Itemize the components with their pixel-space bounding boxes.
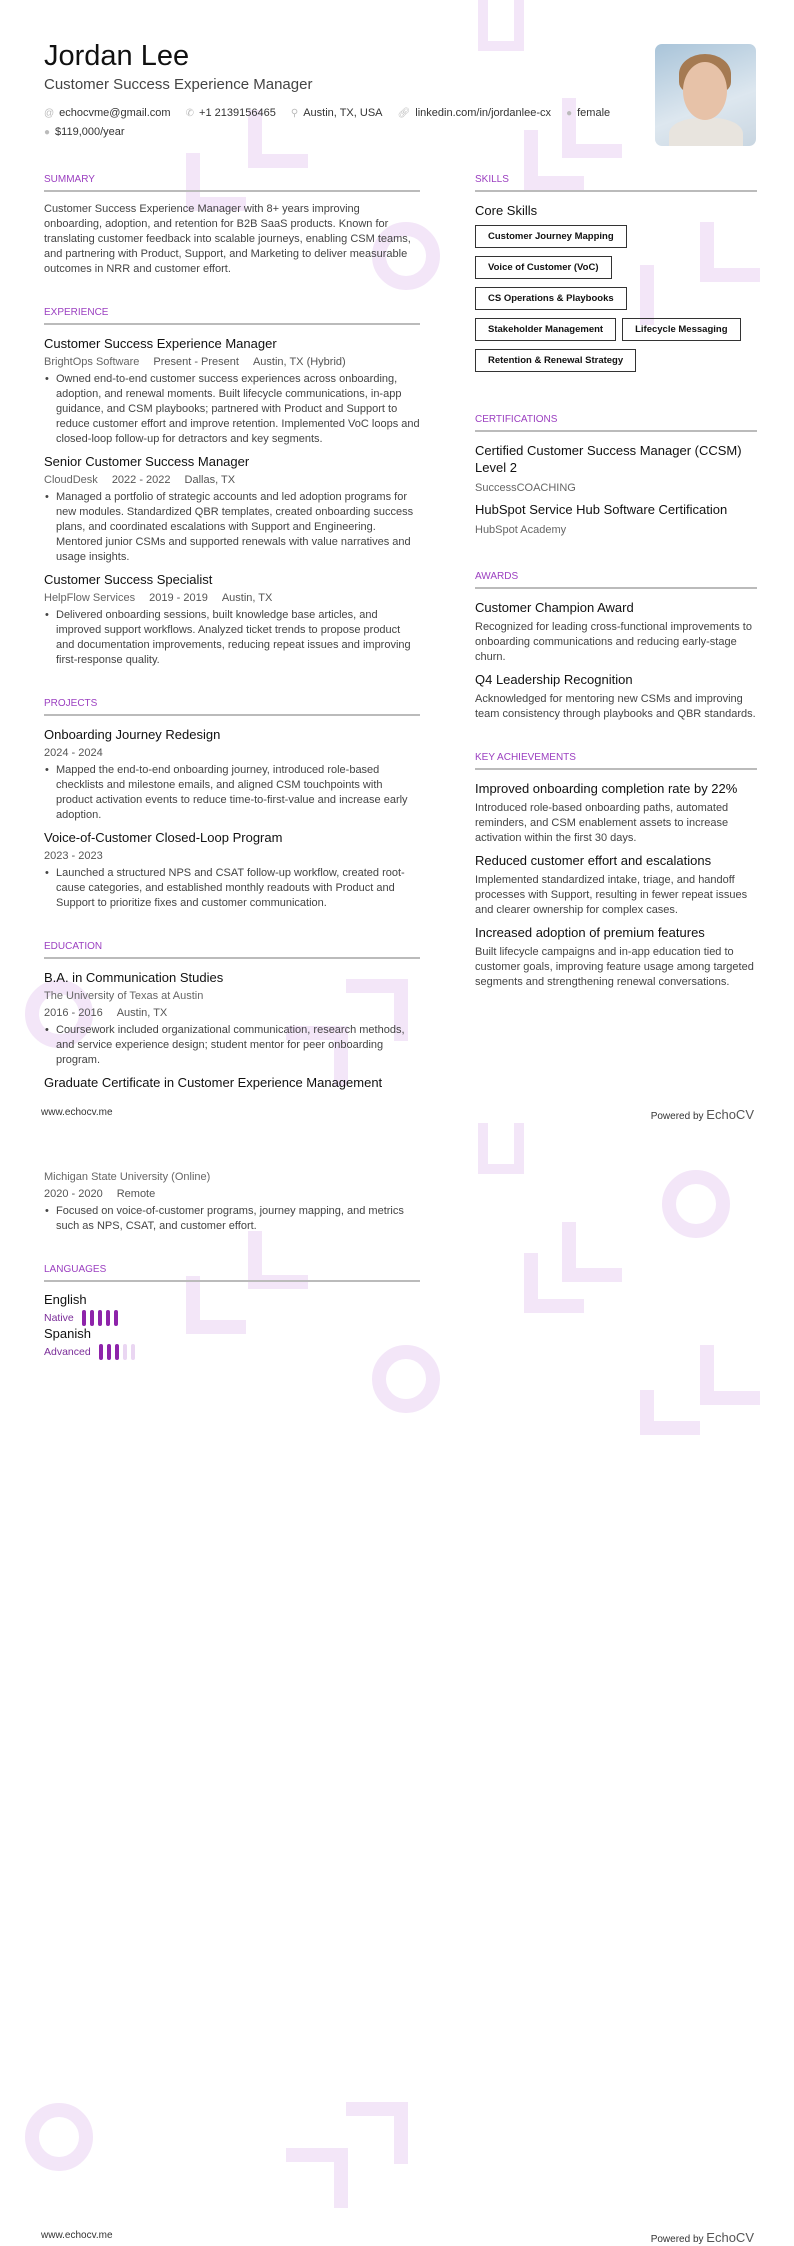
achievement-name: Improved onboarding completion rate by 22%	[475, 781, 738, 796]
footer-site-link[interactable]: www.echocv.me	[41, 2230, 113, 2241]
achievements-section	[475, 752, 757, 990]
company: HelpFlow Services	[44, 592, 136, 604]
experience-item	[44, 571, 420, 668]
skill-tag: Voice of Customer (VoC)	[475, 256, 612, 279]
right-column	[475, 174, 757, 990]
proficiency-bars	[99, 1344, 135, 1360]
school: The University of Texas at Austin	[44, 990, 204, 1002]
dates: 2019 - 2019	[149, 592, 208, 604]
brand-logo-text: EchoCV	[706, 1107, 754, 1122]
education-item	[44, 969, 420, 1068]
proficiency-bar-empty	[131, 1344, 135, 1360]
dates: 2023 - 2023	[44, 850, 103, 862]
project-item	[44, 829, 420, 911]
bullet: • Focused on voice-of-customer programs, journey mapping, and metrics such as NPS, CSAT, and customer effort.	[44, 1204, 420, 1234]
language-name: English	[44, 1292, 87, 1307]
projects-section	[44, 698, 420, 911]
cert-issuer: HubSpot Academy	[475, 524, 567, 536]
section-heading: AWARDS	[475, 571, 757, 589]
section-heading: CERTIFICATIONS	[475, 414, 757, 432]
location: Austin, TX (Hybrid)	[252, 356, 346, 368]
location: Dallas, TX	[184, 474, 236, 486]
left-column-continued	[44, 1167, 420, 1360]
degree: Graduate Certificate in Customer Experience Management	[44, 1075, 383, 1090]
experience-item	[44, 453, 420, 565]
resume-page-2	[0, 1123, 794, 2246]
skill-tag: CS Operations & Playbooks	[475, 287, 627, 310]
job-title: Customer Success Specialist	[44, 572, 213, 587]
bullet: • Managed a portfolio of strategic accounts and led adoption programs for new modules. Standardized QBR templates, created onboarding success plans, and coordinated escalations with Support and Engineering. Mentored junior CSMs and supported renewals with value narratives and usage insights.	[44, 490, 420, 565]
money-icon: ●	[44, 127, 51, 138]
link-icon: 🔗︎	[397, 108, 411, 119]
linkedin-text: linkedin.com/in/jordanlee-cx	[415, 107, 551, 119]
project-title: Voice-of-Customer Closed-Loop Program	[44, 830, 283, 845]
location: Remote	[116, 1188, 156, 1200]
footer-site-link[interactable]: www.echocv.me	[41, 1107, 113, 1118]
gender-text: female	[577, 107, 611, 119]
section-heading: EDUCATION	[44, 941, 420, 959]
at-icon: @	[44, 108, 55, 119]
contact-email[interactable]	[44, 107, 171, 119]
powered-text: Powered by	[650, 1111, 704, 1122]
salary-text: $119,000/year	[55, 126, 125, 138]
dates: Present - Present	[153, 356, 239, 368]
achievement-name: Increased adoption of premium features	[475, 925, 705, 940]
location: Austin, TX	[116, 1007, 168, 1019]
location-text: Austin, TX, USA	[303, 107, 383, 119]
language-item	[44, 1326, 234, 1360]
education-section	[44, 941, 420, 1091]
skill-tag: Retention & Renewal Strategy	[475, 349, 636, 372]
award-desc: Acknowledged for mentoring new CSMs and improving team consistency through playbooks and QBR standards.	[475, 693, 756, 720]
profile-photo	[655, 44, 756, 146]
degree: B.A. in Communication Studies	[44, 970, 224, 985]
dates: 2016 - 2016	[44, 1007, 103, 1019]
location: Austin, TX	[221, 592, 273, 604]
proficiency-bar-empty	[123, 1344, 127, 1360]
proficiency-bar-filled	[115, 1344, 119, 1360]
dates: 2020 - 2020	[44, 1188, 103, 1200]
phone-icon: ✆	[185, 108, 195, 119]
cert-issuer: SuccessCOACHING	[475, 482, 576, 494]
proficiency-bar-filled	[106, 1310, 110, 1326]
section-heading: PROJECTS	[44, 698, 420, 716]
job-title: Customer Success Experience Manager	[44, 336, 277, 351]
contact-linkedin[interactable]	[398, 107, 551, 119]
award-name: Customer Champion Award	[475, 600, 634, 615]
candidate-name: Jordan Lee	[44, 40, 190, 72]
certifications-section	[475, 414, 757, 537]
summary-text: Customer Success Experience Manager with 8+ years improving onboarding, adoption, and retention for B2B SaaS products. Known for translating customer feedback into scalable journeys, enabling CSM teams, and partnering with Product, Support, and Marketing to deliver measurable outcomes in NRR and customer effort.	[44, 203, 411, 275]
proficiency-bar-filled	[114, 1310, 118, 1326]
bullet: • Launched a structured NPS and CSAT follow-up workflow, created root-cause categories, and established monthly readouts with Product and Support to prioritize fixes and customer communication.	[44, 866, 420, 911]
bullet: • Mapped the end-to-end onboarding journey, introduced role-based checklists and milestone emails, and aligned CSM touchpoints with product activation events to reduce time-to-first-value and increase early adoption.	[44, 763, 420, 823]
contact-salary	[44, 126, 125, 138]
cert-name: HubSpot Service Hub Software Certification	[475, 502, 728, 517]
job-title: Senior Customer Success Manager	[44, 454, 250, 469]
experience-item	[44, 335, 420, 447]
skills-section	[475, 174, 757, 380]
contact-phone[interactable]	[186, 107, 276, 119]
achievement-desc: Built lifecycle campaigns and in-app education tied to customer goals, improving feature usage among targeted segments and strengthening renewal conversations.	[475, 946, 754, 988]
achievement-name: Reduced customer effort and escalations	[475, 853, 712, 868]
experience-section	[44, 307, 420, 668]
bullet: • Coursework included organizational communication, research methods, and service experience design; student mentor for peer onboarding program.	[44, 1023, 420, 1068]
dates: 2022 - 2022	[111, 474, 171, 486]
achievement-desc: Introduced role-based onboarding paths, automated reminders, and CSM enablement assets to increase activation within the first 30 days.	[475, 802, 729, 844]
company: CloudDesk	[44, 474, 98, 486]
language-name: Spanish	[44, 1326, 91, 1341]
proficiency-bar-filled	[82, 1310, 86, 1326]
languages-section	[44, 1264, 420, 1360]
footer-powered[interactable]	[651, 1107, 754, 1122]
proficiency-bar-filled	[107, 1344, 111, 1360]
project-title: Onboarding Journey Redesign	[44, 727, 221, 742]
left-column	[44, 174, 420, 1091]
proficiency-bar-filled	[98, 1310, 102, 1326]
awards-section	[475, 571, 757, 722]
section-heading: KEY ACHIEVEMENTS	[475, 752, 757, 770]
company: BrightOps Software	[44, 356, 140, 368]
summary-section	[44, 174, 420, 277]
award-desc: Recognized for leading cross-functional improvements to onboarding communications and reducing early-stage churn.	[475, 621, 752, 663]
contact-gender	[566, 107, 610, 119]
project-item	[44, 726, 420, 823]
award-name: Q4 Leadership Recognition	[475, 672, 633, 687]
section-heading: LANGUAGES	[44, 1264, 420, 1282]
dates: 2024 - 2024	[44, 747, 103, 759]
skill-tag: Stakeholder Management	[475, 318, 616, 341]
skill-group-title: Core Skills	[475, 203, 538, 218]
section-heading: SKILLS	[475, 174, 757, 192]
footer-powered[interactable]	[651, 2230, 754, 2245]
skill-tag: Lifecycle Messaging	[622, 318, 740, 341]
brand-logo-text: EchoCV	[706, 2230, 754, 2245]
location-icon: ⚲	[290, 108, 299, 119]
contact-list	[44, 104, 644, 142]
language-level: Native	[44, 1312, 74, 1324]
section-heading: SUMMARY	[44, 174, 420, 192]
section-heading: EXPERIENCE	[44, 307, 420, 325]
proficiency-bar-filled	[99, 1344, 103, 1360]
proficiency-bars	[82, 1310, 118, 1326]
powered-text: Powered by	[650, 2234, 704, 2245]
candidate-title: Customer Success Experience Manager	[44, 76, 313, 93]
person-icon: ●	[566, 108, 573, 119]
skill-tag: Customer Journey Mapping	[475, 225, 627, 248]
proficiency-bar-filled	[90, 1310, 94, 1326]
cert-name: Certified Customer Success Manager (CCSM) Level 2	[475, 443, 742, 475]
bullet: • Delivered onboarding sessions, built knowledge base articles, and improved support workflows. Analyzed ticket trends to propose product and documentation improvements, reducing repeat issues and improving first-response quality.	[44, 608, 420, 668]
language-item	[44, 1292, 234, 1326]
bullet: • Owned end-to-end customer success experiences across onboarding, adoption, and renewal moments. Built lifecycle communications, in-app guidance, and CSM playbooks; partnered with Product and Support to reduce customer effort and improve retention. Implemented VoC loops and closed-loop follow-up for detractors and key segments.	[44, 372, 420, 447]
achievement-desc: Implemented standardized intake, triage, and handoff processes with Support, resulting in fewer repeat issues and clearer ownership for complex cases.	[475, 874, 748, 916]
email-text: echocvme@gmail.com	[59, 107, 171, 119]
phone-text: +1 2139156465	[199, 107, 276, 119]
school: Michigan State University (Online)	[44, 1171, 211, 1183]
contact-location	[291, 107, 383, 119]
language-level: Advanced	[44, 1346, 91, 1358]
